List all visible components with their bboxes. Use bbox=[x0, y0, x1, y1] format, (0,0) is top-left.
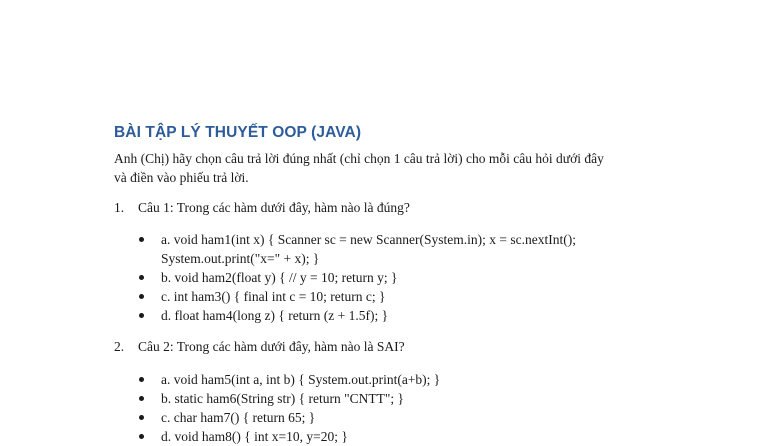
answer-1a-line-2: System.out.print("x=" + x); } bbox=[161, 251, 320, 266]
answer-1b bbox=[139, 268, 576, 287]
question-1-answers bbox=[139, 230, 576, 325]
bullet-icon bbox=[139, 396, 144, 401]
instructions-paragraph bbox=[114, 149, 674, 187]
bullet-icon bbox=[139, 275, 144, 280]
answer-1a-line-1: a. void ham1(int x) { Scanner sc = new Scanner(System.in); x = sc.nextInt(); bbox=[161, 232, 576, 247]
answer-1d-text: d. float ham4(long z) { return (z + 1.5f); } bbox=[161, 308, 389, 323]
answer-2a-text: a. void ham5(int a, int b) { System.out.print(a+b); } bbox=[161, 372, 441, 387]
answer-1c bbox=[139, 287, 576, 306]
answer-1a bbox=[139, 230, 576, 268]
answer-2c bbox=[139, 408, 440, 427]
instructions-line-1: Anh (Chị) hãy chọn câu trả lời đúng nhất (chỉ chọn 1 câu trả lời) cho mỗi câu hỏi dưới đây bbox=[114, 151, 604, 166]
bullet-icon bbox=[139, 434, 144, 439]
question-1 bbox=[114, 200, 410, 216]
answer-2b-text: b. static ham6(String str) { return "CNTT"; } bbox=[161, 391, 404, 406]
document-title: BÀI TẬP LÝ THUYẾT OOP (JAVA) bbox=[114, 124, 362, 141]
bullet-icon bbox=[139, 294, 144, 299]
question-2 bbox=[114, 339, 405, 355]
answer-2b bbox=[139, 389, 440, 408]
question-2-answers bbox=[139, 370, 440, 446]
bullet-icon bbox=[139, 415, 144, 420]
question-2-text: Câu 2: Trong các hàm dưới đây, hàm nào là SAI? bbox=[138, 339, 405, 354]
question-2-number: 2. bbox=[114, 339, 125, 354]
answer-2d bbox=[139, 427, 440, 446]
answer-1c-text: c. int ham3() { final int c = 10; return c; } bbox=[161, 289, 386, 304]
instructions-line-2: và điền vào phiếu trả lời. bbox=[114, 170, 249, 185]
answer-2a bbox=[139, 370, 440, 389]
answer-2c-text: c. char ham7() { return 65; } bbox=[161, 410, 316, 425]
question-1-text: Câu 1: Trong các hàm dưới đây, hàm nào là đúng? bbox=[138, 200, 410, 215]
answer-2d-text: d. void ham8() { int x=10, y=20; } bbox=[161, 429, 348, 444]
answer-1b-text: b. void ham2(float y) { // y = 10; return y; } bbox=[161, 270, 398, 285]
bullet-icon bbox=[139, 237, 144, 242]
bullet-icon bbox=[139, 313, 144, 318]
question-1-number: 1. bbox=[114, 200, 125, 215]
answer-1d bbox=[139, 306, 576, 325]
bullet-icon bbox=[139, 377, 144, 382]
